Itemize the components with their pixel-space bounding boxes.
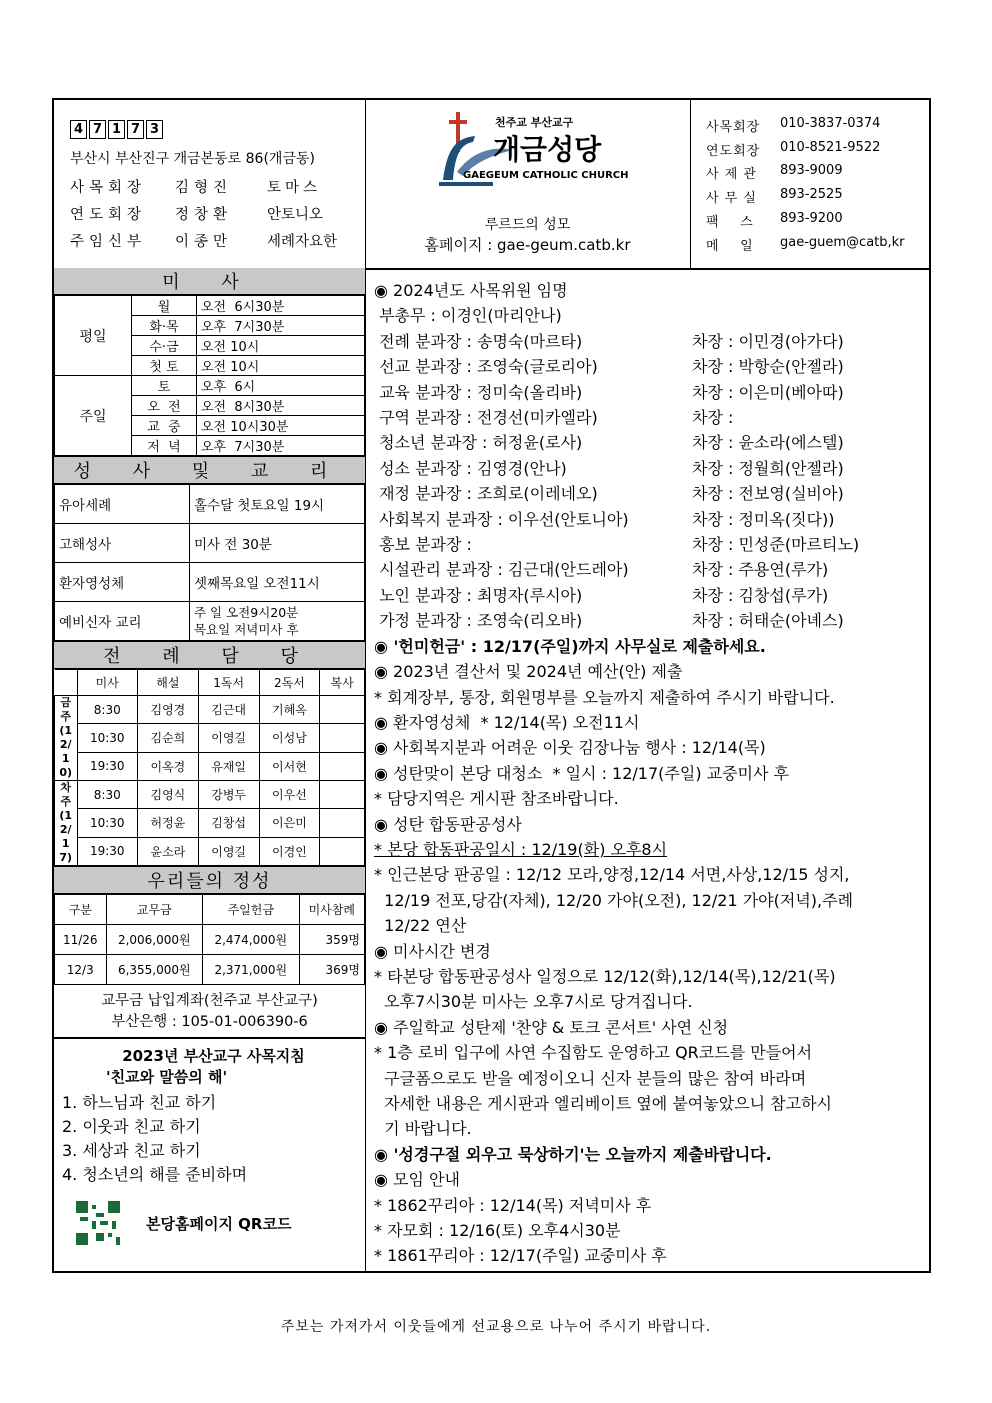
mass-day: 수·금 bbox=[132, 336, 197, 356]
mass-time: 오후 7시30분 bbox=[197, 316, 365, 336]
offering-cell: 2,371,000원 bbox=[203, 955, 300, 985]
committee-row bbox=[374, 329, 929, 354]
mass-day: 화·목 bbox=[132, 316, 197, 336]
church-diocese: 천주교 부산교구 bbox=[495, 116, 574, 129]
contact-label: 팩 스 bbox=[706, 215, 754, 230]
notice-heading: ◉ 사회복지분과 어려운 이웃 김장나눔 행사 : 12/14(목) bbox=[374, 738, 766, 758]
notice-heading: ◉ 2024년도 사목위원 임명 bbox=[374, 281, 568, 300]
liturgy-header: 해설 bbox=[138, 670, 199, 696]
committee-head: 재정 분과장 : 조희로(이레네오) bbox=[374, 484, 598, 504]
notices-column bbox=[365, 268, 929, 1271]
officer-row bbox=[70, 203, 323, 224]
contact-row bbox=[706, 211, 843, 230]
officer-title: 주임신부 bbox=[70, 234, 147, 250]
officer-title: 사목회장 bbox=[70, 180, 147, 196]
liturgy-cell: 김근대 bbox=[198, 696, 259, 724]
postal-code bbox=[70, 120, 163, 139]
liturgy-cell: 8:30 bbox=[77, 696, 138, 724]
notice-line: * 1층 로비 입구에 사연 수집함도 운영하고 QR코드를 만들어서 bbox=[374, 1043, 813, 1063]
week-label-next: 차주(12/17) bbox=[55, 781, 78, 866]
liturgy-section-title: 전 례 담 당 bbox=[54, 641, 365, 669]
notice-line: * 인근본당 판공일 : 12/12 모라,양정,12/14 서면,사상,12/15 성지, bbox=[374, 865, 850, 885]
sacrament-label: 예비신자 교리 bbox=[55, 602, 190, 641]
officer-baptism: 안토니오 bbox=[267, 207, 324, 223]
offering-cell: 2,474,000원 bbox=[203, 925, 300, 955]
mass-day: 오 전 bbox=[132, 396, 197, 416]
offerings-section-title: 우리들의 정성 bbox=[54, 866, 365, 894]
offering-header: 미사참례 bbox=[299, 895, 364, 925]
liturgy-cell: 김영경 bbox=[138, 696, 199, 724]
committee-list bbox=[374, 329, 929, 634]
contact-label: 사 무 실 bbox=[706, 191, 757, 206]
committee-row bbox=[374, 456, 929, 481]
mass-time: 오전 10시 bbox=[197, 336, 365, 356]
committee-deputy: 차장 : 이은미(베아따) bbox=[692, 382, 844, 402]
notice-line: * 1862꾸리아 : 12/14(목) 저녁미사 후 bbox=[374, 1195, 652, 1215]
liturgy-cell: 이성남 bbox=[259, 724, 320, 752]
offering-cell: 11/26 bbox=[55, 925, 107, 955]
notice-heading: ◉ 모임 안내 bbox=[374, 1170, 460, 1190]
contact-value: 010-3837-0374 bbox=[780, 116, 881, 131]
officer-row bbox=[70, 176, 321, 197]
liturgy-cell: 이옥경 bbox=[138, 752, 199, 780]
committee-head: 노인 분과장 : 최명자(루시아) bbox=[374, 585, 583, 605]
mass-time: 오전 8시30분 bbox=[197, 396, 365, 416]
church-name: 개금성당 bbox=[493, 133, 602, 166]
liturgy-corner bbox=[55, 670, 78, 696]
header-left bbox=[54, 100, 366, 268]
committee-head: 구역 분과장 : 전경선(미카엘라) bbox=[374, 408, 598, 428]
notice-line: 12/22 연산 bbox=[374, 916, 467, 936]
committee-head: 홍보 분과장 : bbox=[374, 535, 472, 555]
notice-line: 구글폼으로도 받을 예정이오니 신자 분들의 많은 참여 바라며 bbox=[374, 1068, 807, 1088]
left-column bbox=[54, 268, 366, 1271]
liturgy-table bbox=[54, 669, 365, 866]
officer-row bbox=[70, 230, 337, 251]
committee-deputy: 차장 : 정미옥(짓다)) bbox=[692, 509, 835, 529]
sacrament-value: 셋째목요일 오전11시 bbox=[190, 563, 365, 602]
patron-saint: 루르드의 성모 bbox=[484, 217, 571, 233]
contact-label: 사목회장 bbox=[706, 120, 761, 135]
committee-deputy: 차장 : 전보영(실비아) bbox=[692, 484, 844, 504]
liturgy-cell bbox=[320, 837, 365, 865]
notice-line: 12/19 전포,당감(자체), 12/20 가야(오전), 12/21 가야(저녁),주례 bbox=[374, 890, 854, 910]
notice-heading: ◉ 성탄 합동판공성사 bbox=[374, 814, 522, 834]
qr-label: 본당홈페이지 QR코드 bbox=[146, 1214, 292, 1233]
liturgy-cell: 이영길 bbox=[198, 724, 259, 752]
notice-heading: ◉ 환자영성체 * 12/14(목) 오전11시 bbox=[374, 712, 640, 732]
liturgy-header: 1독서 bbox=[198, 670, 259, 696]
week-label-current: 금주(12/10) bbox=[55, 696, 78, 781]
contact-value: 893-9200 bbox=[780, 211, 843, 226]
committee-deputy: 차장 : 박항순(안젤라) bbox=[692, 357, 844, 377]
mass-time: 오전 10시30분 bbox=[197, 416, 365, 436]
liturgy-cell: 허정윤 bbox=[138, 809, 199, 837]
offering-cell: 12/3 bbox=[55, 955, 107, 985]
weekday-label: 평일 bbox=[55, 296, 132, 376]
liturgy-cell bbox=[320, 809, 365, 837]
committee-deputy: 차장 : bbox=[692, 408, 734, 428]
committee-head: 성소 분과장 : 김영경(안나) bbox=[374, 458, 567, 478]
committee-row bbox=[374, 354, 929, 379]
liturgy-cell: 10:30 bbox=[77, 809, 138, 837]
committee-row bbox=[374, 405, 929, 430]
committee-deputy: 차장 : 주용연(루가) bbox=[692, 560, 829, 580]
mass-section-title: 미 사 bbox=[54, 268, 365, 295]
officer-baptism: 토마스 bbox=[267, 180, 322, 196]
mass-day: 첫 토 bbox=[132, 356, 197, 376]
committee-row bbox=[374, 608, 929, 633]
mass-schedule-table bbox=[54, 295, 365, 456]
committee-head: 교육 분과장 : 정미숙(올리바) bbox=[374, 382, 583, 402]
liturgy-cell: 유재일 bbox=[198, 752, 259, 780]
catechism-time-1: 주 일 오전9시20분 bbox=[194, 605, 299, 620]
committee-head: 사회복지 분과장 : 이우선(안토니아) bbox=[374, 509, 629, 529]
liturgy-cell: 이은미 bbox=[259, 809, 320, 837]
committee-deputy: 차장 : 윤소라(에스텔) bbox=[692, 433, 844, 453]
liturgy-cell bbox=[320, 724, 365, 752]
contact-label: 메 일 bbox=[706, 239, 754, 254]
homepage-url[interactable]: 홈페이지 : gae-geum.catb.kr bbox=[424, 236, 631, 254]
liturgy-header: 복사 bbox=[320, 670, 365, 696]
liturgy-cell: 19:30 bbox=[77, 752, 138, 780]
postal-digit: 7 bbox=[89, 120, 106, 139]
notice-line: * 담당지역은 게시판 참조바랍니다. bbox=[374, 789, 619, 809]
committee-deputy: 차장 : 민성준(마르티노) bbox=[692, 535, 860, 555]
committee-row bbox=[374, 532, 929, 557]
contact-row bbox=[706, 163, 843, 182]
sacrament-value bbox=[190, 602, 365, 641]
liturgy-cell: 10:30 bbox=[77, 724, 138, 752]
offering-header: 구분 bbox=[55, 895, 107, 925]
notice-line: * 타본당 합동판공성사 일정으로 12/12(화),12/14(목),12/21(목) bbox=[374, 966, 836, 986]
qr-section bbox=[62, 1201, 365, 1245]
postal-digit: 7 bbox=[127, 120, 144, 139]
committee-row bbox=[374, 507, 929, 532]
contact-value: 893-9009 bbox=[780, 163, 843, 178]
pastoral-guideline bbox=[54, 1039, 365, 1245]
header-logo-area bbox=[365, 100, 691, 268]
offerings-table bbox=[54, 894, 365, 985]
guideline-item: 3. 세상과 친교 하기 bbox=[62, 1141, 201, 1160]
offering-header: 교무금 bbox=[106, 895, 203, 925]
sacraments-section-title: 성 사 및 교 리 bbox=[54, 456, 365, 484]
committee-head: 시설관리 분과장 : 김근대(안드레아) bbox=[374, 560, 629, 580]
guideline-item: 1. 하느님과 친교 하기 bbox=[62, 1093, 217, 1112]
guideline-subtitle: '친교와 말씀의 해' bbox=[106, 1068, 228, 1086]
sacrament-label: 환자영성체 bbox=[55, 563, 190, 602]
mass-time: 오후 7시30분 bbox=[197, 436, 365, 456]
committee-row bbox=[374, 380, 929, 405]
header-contacts bbox=[690, 100, 929, 268]
notice-heading: ◉ 2023년 결산서 및 2024년 예산(안) 제출 bbox=[374, 662, 683, 682]
contact-row bbox=[706, 116, 880, 135]
offering-cell: 369명 bbox=[299, 955, 364, 985]
sacrament-label: 유아세례 bbox=[55, 485, 190, 524]
header bbox=[54, 100, 929, 270]
notice-heading: ◉ '성경구절 외우고 묵상하기'는 오늘까지 제출바랍니다. bbox=[374, 1144, 772, 1164]
bank-account-number: 부산은행 : 105-01-006390-6 bbox=[111, 1014, 308, 1030]
committee-deputy: 차장 : 정월희(안젤라) bbox=[692, 458, 844, 478]
liturgy-cell: 기혜옥 bbox=[259, 696, 320, 724]
officer-name: 이종만 bbox=[175, 234, 233, 250]
liturgy-cell: 김창섭 bbox=[198, 809, 259, 837]
qr-code-icon[interactable] bbox=[76, 1201, 120, 1245]
notice-lines bbox=[374, 634, 929, 1269]
mass-time: 오전 6시30분 bbox=[197, 296, 365, 316]
notice-line: * 1861꾸리아 : 12/17(주일) 교중미사 후 bbox=[374, 1246, 667, 1266]
notice-line: * 회계장부, 통장, 회원명부를 오늘까지 제출하여 주시기 바랍니다. bbox=[374, 687, 835, 707]
contact-row bbox=[706, 140, 880, 159]
notice-line: * 자모회 : 12/16(토) 오후4시30분 bbox=[374, 1221, 621, 1241]
committee-deputy: 차장 : 김창섭(루가) bbox=[692, 585, 829, 605]
officer-baptism: 세례자요한 bbox=[267, 234, 338, 250]
committee-head: 전례 분과장 : 송명숙(마르타) bbox=[374, 331, 583, 351]
contact-value: 893-2525 bbox=[780, 187, 843, 202]
guideline-item: 2. 이웃과 친교 하기 bbox=[62, 1117, 201, 1136]
liturgy-cell: 김순희 bbox=[138, 724, 199, 752]
liturgy-cell: 윤소라 bbox=[138, 837, 199, 865]
notice-heading: ◉ 미사시간 변경 bbox=[374, 941, 491, 961]
liturgy-header: 2독서 bbox=[259, 670, 320, 696]
guideline-title: 2023년 부산교구 사목지침 bbox=[122, 1047, 305, 1065]
committee-row bbox=[374, 430, 929, 455]
committee-head: 청소년 분과장 : 허정윤(로사) bbox=[374, 433, 583, 453]
sacrament-label: 고해성사 bbox=[55, 524, 190, 563]
liturgy-cell: 19:30 bbox=[77, 837, 138, 865]
officer-name: 정창환 bbox=[175, 207, 233, 223]
notice-heading: ◉ '헌미헌금' : 12/17(주일)까지 사무실로 제출하세요. bbox=[374, 636, 766, 656]
liturgy-header: 미사 bbox=[77, 670, 138, 696]
committee-row bbox=[374, 557, 929, 582]
notice-line: 부총무 : 이경인(마리안나) bbox=[374, 306, 562, 326]
contact-label: 연도회장 bbox=[706, 144, 761, 159]
committee-deputy: 차장 : 허태순(아녜스) bbox=[692, 611, 844, 631]
sacrament-value: 홀수달 첫토요일 19시 bbox=[190, 485, 365, 524]
address: 부산시 부산진구 개금본동로 86(개금동) bbox=[70, 151, 315, 167]
liturgy-cell bbox=[320, 752, 365, 780]
bulletin-frame bbox=[52, 98, 931, 1273]
footer-note: 주보는 가져가서 이웃들에게 선교용으로 나누어 주시기 바랍니다. bbox=[280, 1319, 712, 1335]
offering-cell: 2,006,000원 bbox=[106, 925, 203, 955]
committee-head: 선교 분과장 : 조영숙(글로리아) bbox=[374, 357, 598, 377]
liturgy-cell bbox=[320, 781, 365, 809]
notice-heading: ◉ 성탄맞이 본당 대청소 * 일시 : 12/17(주일) 교중미사 후 bbox=[374, 763, 790, 783]
postal-digit: 3 bbox=[146, 120, 163, 139]
contact-row bbox=[706, 187, 843, 206]
committee-row bbox=[374, 481, 929, 506]
postal-digit: 1 bbox=[108, 120, 125, 139]
notice-line: 기 바랍니다. bbox=[374, 1119, 472, 1139]
committee-deputy: 차장 : 이민경(아가다) bbox=[692, 331, 844, 351]
committee-head: 가정 분과장 : 조영숙(리오바) bbox=[374, 611, 583, 631]
sacrament-value: 미사 전 30분 bbox=[190, 524, 365, 563]
bank-account-title: 교무금 납입계좌(천주교 부산교구) bbox=[101, 993, 318, 1009]
mass-day: 월 bbox=[132, 296, 197, 316]
liturgy-cell bbox=[320, 696, 365, 724]
liturgy-cell: 8:30 bbox=[77, 781, 138, 809]
contact-row bbox=[706, 235, 905, 254]
mass-day: 토 bbox=[132, 376, 197, 396]
liturgy-cell: 이영길 bbox=[198, 837, 259, 865]
mass-time: 오후 6시 bbox=[197, 376, 365, 396]
contact-email[interactable]: gae-guem@catb,kr bbox=[780, 235, 905, 250]
guideline-item: 4. 청소년의 해를 준비하며 bbox=[62, 1165, 248, 1184]
sacraments-table bbox=[54, 484, 365, 641]
liturgy-cell: 강병두 bbox=[198, 781, 259, 809]
notice-line: 자세한 내용은 게시판과 엘리베이트 옆에 붙여놓았으니 참고하시 bbox=[374, 1094, 833, 1113]
officer-title: 연도회장 bbox=[70, 207, 147, 223]
officer-name: 김형진 bbox=[175, 180, 233, 196]
catechism-time-2: 목요일 저녁미사 후 bbox=[194, 622, 299, 637]
notice-line: * 본당 합동판공일시 : 12/19(화) 오후8시 bbox=[374, 839, 668, 859]
liturgy-cell: 이우선 bbox=[259, 781, 320, 809]
offering-cell: 359명 bbox=[299, 925, 364, 955]
church-english-name: GAEGEUM CATHOLIC CHURCH bbox=[463, 170, 629, 181]
mass-time: 오전 10시 bbox=[197, 356, 365, 376]
sunday-label: 주일 bbox=[55, 376, 132, 456]
contact-value: 010-8521-9522 bbox=[780, 140, 881, 155]
postal-digit: 4 bbox=[70, 120, 87, 139]
bank-account bbox=[54, 985, 365, 1039]
liturgy-cell: 김영식 bbox=[138, 781, 199, 809]
notice-line: 오후7시30분 미사는 오후7시로 당겨집니다. bbox=[374, 992, 693, 1012]
mass-day: 저 녁 bbox=[132, 436, 197, 456]
contact-label: 사 제 관 bbox=[706, 167, 757, 182]
liturgy-cell: 이경인 bbox=[259, 837, 320, 865]
liturgy-cell: 이서현 bbox=[259, 752, 320, 780]
offering-cell: 6,355,000원 bbox=[106, 955, 203, 985]
offering-header: 주일헌금 bbox=[203, 895, 300, 925]
committee-row bbox=[374, 583, 929, 608]
mass-day: 교 중 bbox=[132, 416, 197, 436]
notice-heading: ◉ 주일학교 성탄제 '찬양 & 토크 콘서트' 사연 신청 bbox=[374, 1017, 729, 1037]
